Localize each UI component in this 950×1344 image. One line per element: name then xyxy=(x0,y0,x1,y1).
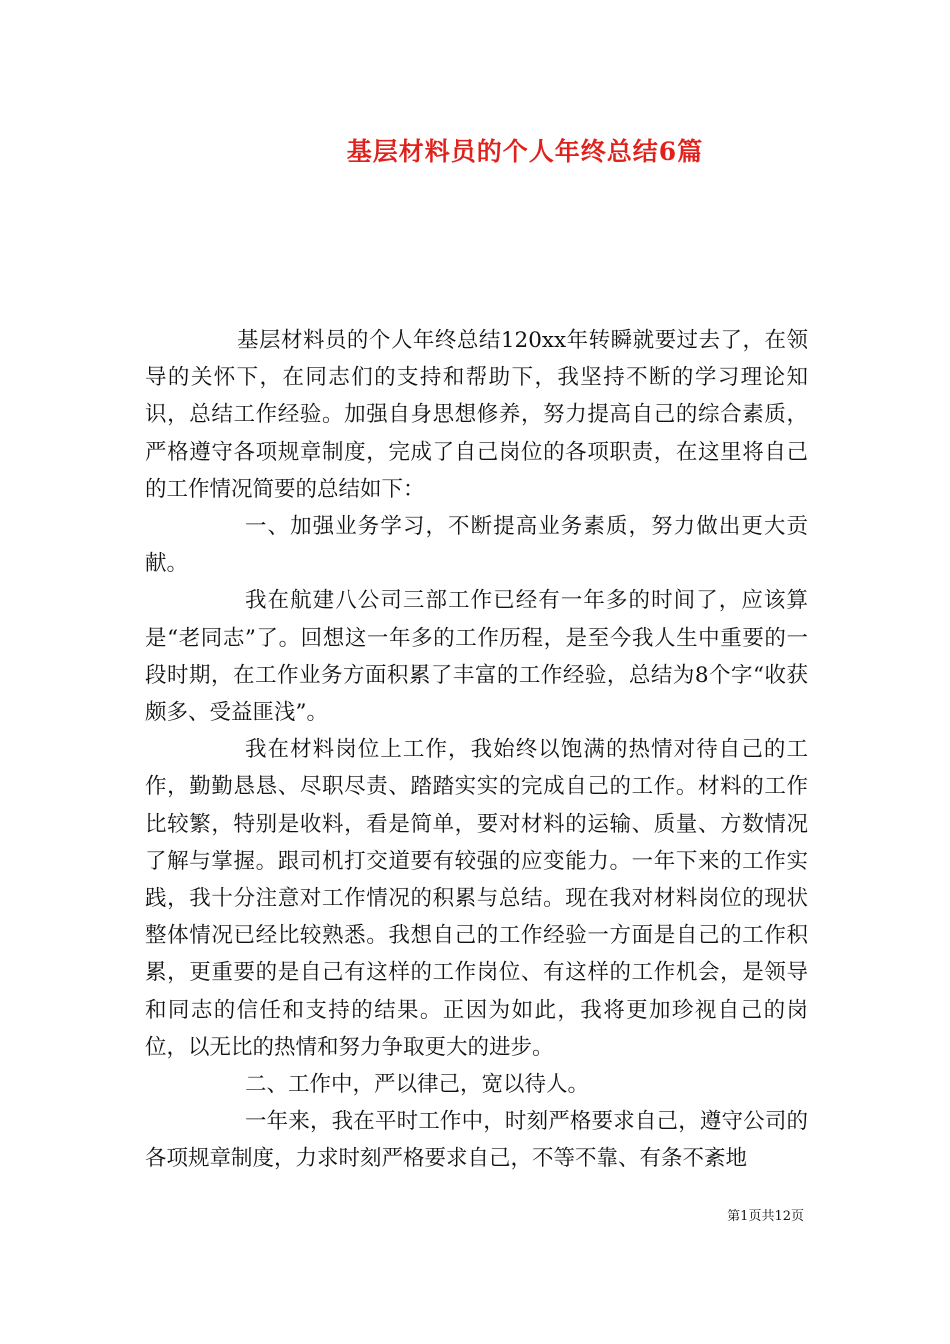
section-heading-2: 二、工作中，严以律己，宽以待人。 xyxy=(245,1072,590,1098)
page-number-footer: 第1页共12页 xyxy=(727,1209,804,1224)
document-body xyxy=(145,322,808,1178)
paragraph-discipline: 一年来，我在平时工作中，时刻严格要求自己，遵守公司的各项规章制度，力求时刻严格要求自己，不等不靠、有条不紊地 xyxy=(145,1109,808,1172)
document-title: 基层材料员的个人年终总结6篇 xyxy=(346,137,704,166)
paragraph-experience: 我在航建八公司三部工作已经有一年多的时间了，应该算是“老同志”了。回想这一年多的工作历程，是至今我人生中重要的一段时期，在工作业务方面积累了丰富的工作经验，总结为8个字“收获颇多、受益匪浅”。 xyxy=(145,588,808,726)
paragraph-material-work: 我在材料岗位上工作，我始终以饱满的热情对待自己的工作，勤勤恳恳、尽职尽责、踏踏实实的完成自己的工作。材料的工作比较繁，特别是收料，看是简单，要对材料的运输、质量、方数情况了解与掌握。跟司机打交道要有较强的应变能力。一年下来的工作实践，我十分注意对工作情况的积累与总结。现在我对材料岗位的现状整体情况已经比较熟悉。我想自己的工作经验一方面是自己的工作积累，更重要的是自己有这样的工作岗位、有这样的工作机会，是领导和同志的信任和支持的结果。正因为如此，我将更加珍视自己的岗位，以无比的热情和努力争取更大的进步。 xyxy=(145,737,808,1060)
paragraph-intro: 基层材料员的个人年终总结120xx年转瞬就要过去了，在领导的关怀下，在同志们的支持和帮助下，我坚持不断的学习理论知识，总结工作经验。加强自身思想修养，努力提高自己的综合素质，严格遵守各项规章制度，完成了自己岗位的各项职责，在这里将自己的工作情况简要的总结如下： xyxy=(145,328,808,502)
section-heading-1: 一、加强业务学习，不断提高业务素质，努力做出更大贡献。 xyxy=(145,514,808,577)
